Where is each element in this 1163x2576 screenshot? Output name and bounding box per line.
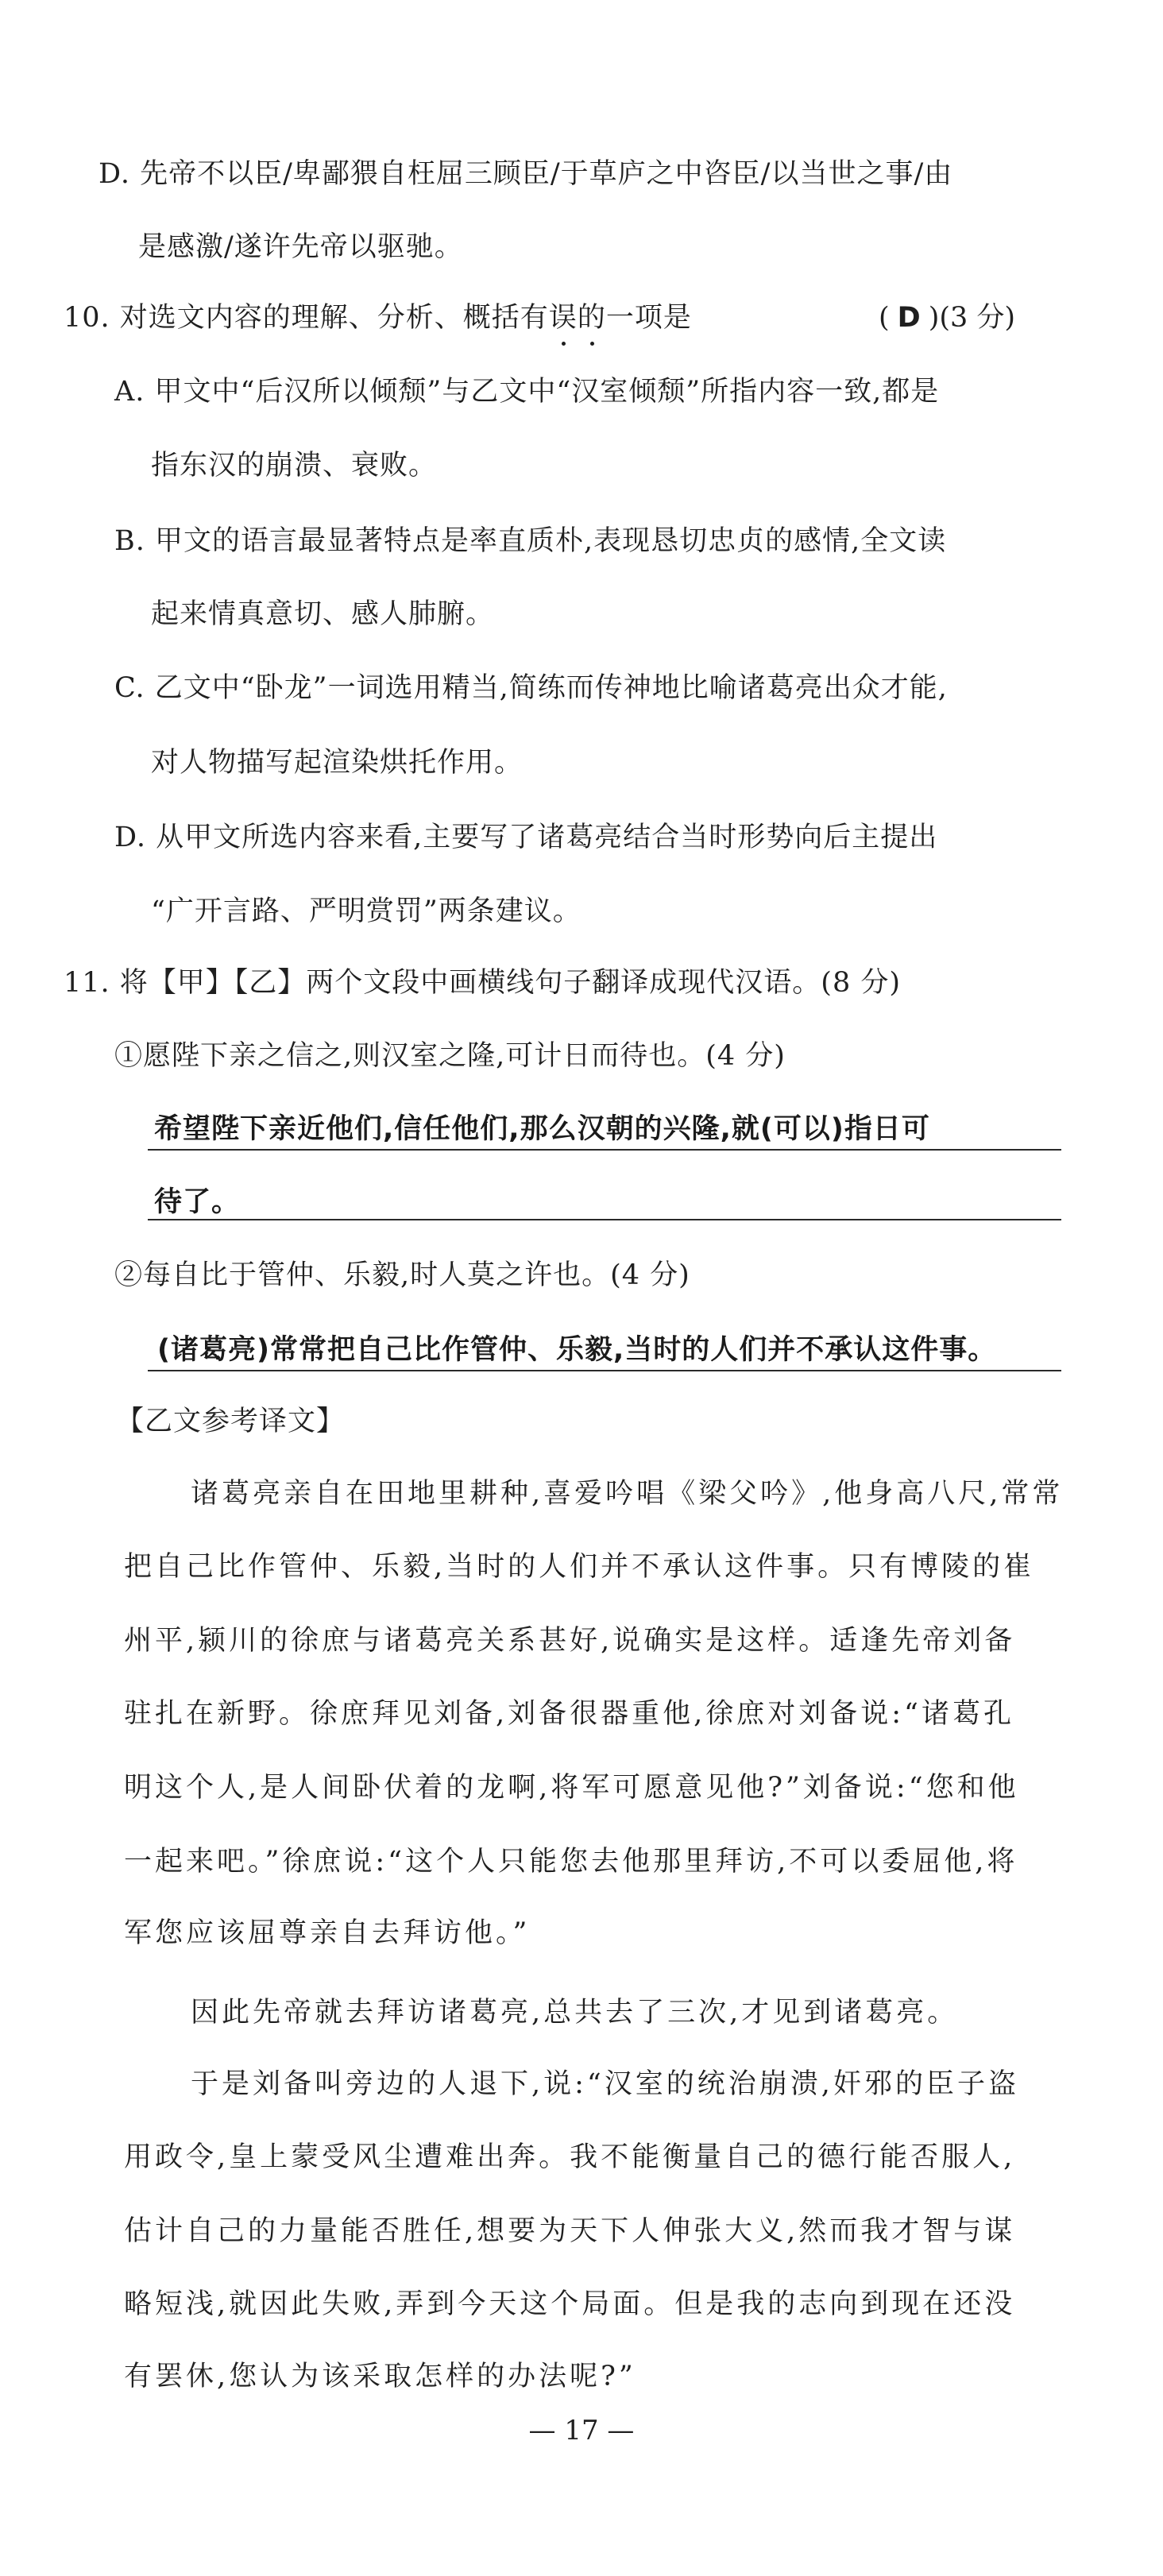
translation-heading: 【乙文参考译文】 xyxy=(116,1406,346,1437)
translation-line: 军您应该屈尊亲自去拜访他。” xyxy=(124,1917,531,1949)
translation-line: 估计自己的力量能否胜任,想要为天下人伸张大义,然而我才智与谋 xyxy=(124,2215,1016,2247)
q10-answer: D xyxy=(897,302,921,334)
q10-option-d-line1: D. 从甲文所选内容来看,主要写了诸葛亮结合当时形势向后主提出 xyxy=(114,822,938,853)
q11-stem: 11. 将【甲】【乙】两个文段中画横线句子翻译成现代汉语。(8 分) xyxy=(64,967,901,999)
q10-option-b-line1: B. 甲文的语言最显著特点是率直质朴,表现恳切忠贞的感情,全文读 xyxy=(114,525,947,557)
q11-item1-answer-line2: 待了。 xyxy=(154,1186,241,1218)
translation-line: 州平,颍川的徐庶与诸葛亮关系甚好,说确实是这样。适逢先帝刘备 xyxy=(124,1625,1016,1657)
q10-stem-text-end: 一项是 xyxy=(605,302,692,334)
q10-emphasis-char-2: 的 xyxy=(578,300,606,336)
translation-line: 有罢休,您认为该采取怎样的办法呢?” xyxy=(124,2361,636,2392)
translation-line: 一起来吧。”徐庶说:“这个人只能您去他那里拜访,不可以委屈他,将 xyxy=(124,1846,1018,1878)
answer-underline xyxy=(148,1149,1061,1151)
translation-line: 驻扎在新野。徐庶拜见刘备,刘备很器重他,徐庶对刘备说:“诸葛孔 xyxy=(124,1698,1014,1730)
q11-item2-answer-line1: (诸葛亮)常常把自己比作管仲、乐毅,当时的人们并不承认这件事。 xyxy=(157,1334,997,1366)
q10-option-c-line2: 对人物描写起渲染烘托作用。 xyxy=(151,747,524,779)
q10-answer-box xyxy=(879,300,1015,336)
q10-option-c-line1: C. 乙文中“卧龙”一词选用精当,简练而传神地比喻诸葛亮出众才能, xyxy=(114,672,948,704)
q10-option-d-line2: “广开言路、严明赏罚”两条建议。 xyxy=(151,895,582,927)
q10-option-a-line2: 指东汉的崩溃、衰败。 xyxy=(151,450,438,482)
translation-line: 明这个人,是人间卧伏着的龙啊,将军可愿意见他?”刘备说:“您和他 xyxy=(124,1772,1019,1804)
q10-stem-text: 10. 对选文内容的理解、分析、概括有 xyxy=(64,302,549,334)
translation-line: 诸葛亮亲自在田地里耕种,喜爱吟唱《梁父吟》,他身高八尺,常常 xyxy=(191,1478,1064,1510)
translation-line: 用政令,皇上蒙受风尘遭难出奔。我不能衡量自己的德行能否服人, xyxy=(124,2141,1016,2173)
q10-points: (3 分) xyxy=(939,302,1016,334)
q10-emphasis-char-1: 误 xyxy=(549,300,578,336)
q10-stem xyxy=(64,300,692,336)
q10-answer-paren-close: ) xyxy=(928,302,940,334)
q11-item1-answer-line1: 希望陛下亲近他们,信任他们,那么汉朝的兴隆,就(可以)指日可 xyxy=(154,1113,930,1145)
q9-option-d-line1: D. 先帝不以臣/卑鄙猥自枉屈三顾臣/于草庐之中咨臣/以当世之事/由 xyxy=(99,158,953,190)
answer-underline xyxy=(148,1219,1061,1220)
translation-line: 略短浅,就因此失败,弄到今天这个局面。但是我的志向到现在还没 xyxy=(124,2288,1016,2320)
q9-option-d-line2: 是感激/遂许先帝以驱驰。 xyxy=(138,231,463,263)
q11-item1-prompt: ①愿陛下亲之信之,则汉室之隆,可计日而待也。(4 分) xyxy=(114,1040,786,1072)
translation-line: 于是刘备叫旁边的人退下,说:“汉室的统治崩溃,奸邪的臣子盗 xyxy=(191,2068,1019,2100)
q10-option-a-line1: A. 甲文中“后汉所以倾颓”与乙文中“汉室倾颓”所指内容一致,都是 xyxy=(114,376,940,408)
q10-answer-paren-open: ( xyxy=(879,302,890,334)
q10-option-b-line2: 起来情真意切、感人肺腑。 xyxy=(151,598,495,630)
page-number: — 17 — xyxy=(528,2415,635,2446)
translation-line: 把自己比作管仲、乐毅,当时的人们并不承认这件事。只有博陵的崔 xyxy=(124,1551,1035,1583)
q11-item2-prompt: ②每自比于管仲、乐毅,时人莫之许也。(4 分) xyxy=(114,1259,690,1291)
translation-line: 因此先帝就去拜访诸葛亮,总共去了三次,才见到诸葛亮。 xyxy=(191,1997,959,2029)
answer-underline xyxy=(148,1370,1061,1371)
